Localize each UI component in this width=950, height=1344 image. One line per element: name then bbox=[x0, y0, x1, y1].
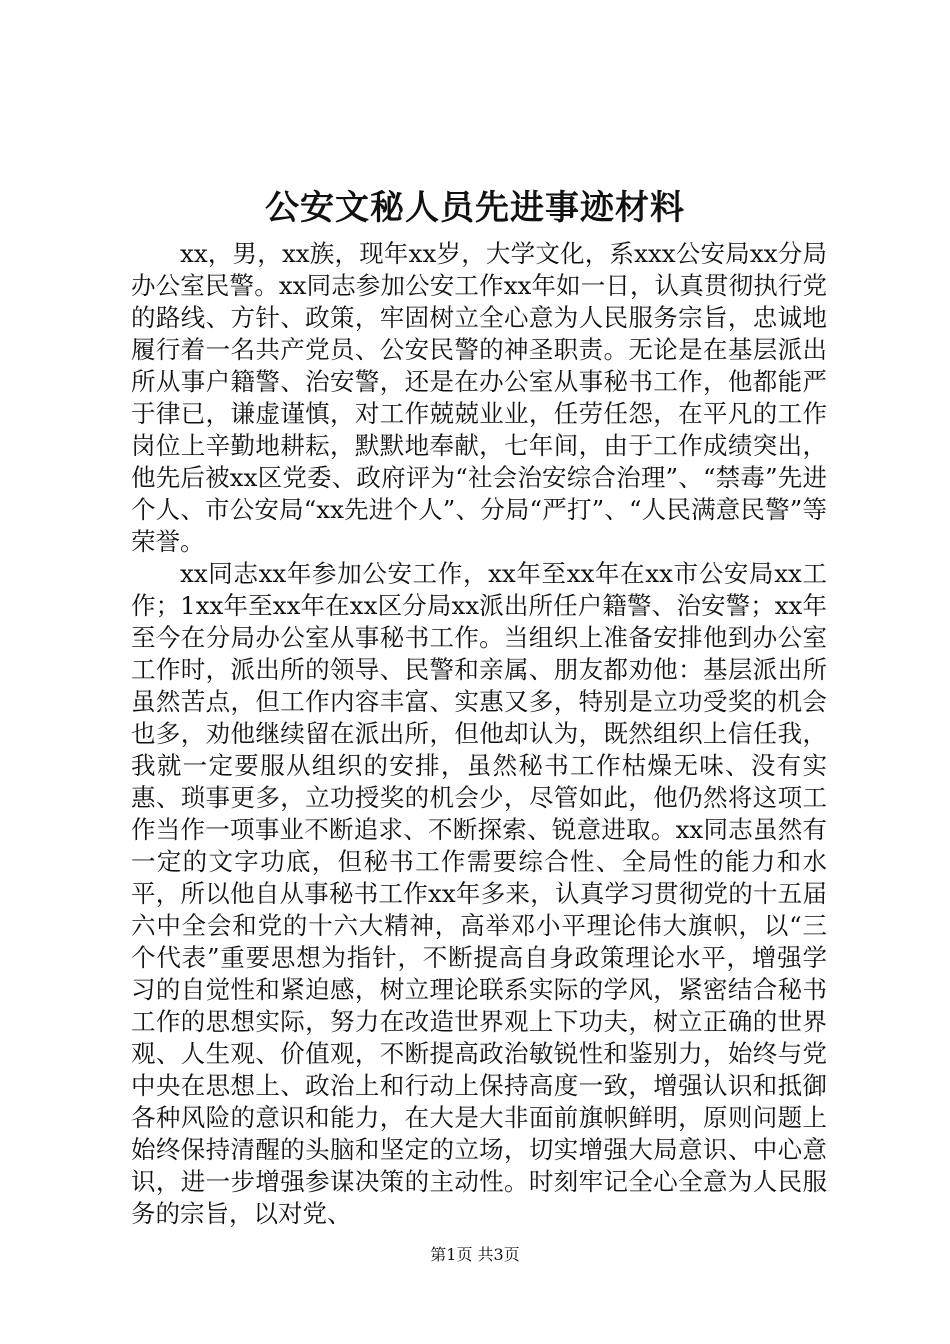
page-footer: 第1页 共3页 bbox=[430, 1245, 520, 1264]
document-title: 公安文秘人员先进事迹材料 bbox=[265, 188, 685, 228]
paragraph-1: xx，男，xx族，现年xx岁，大学文化，系xxx公安局xx分局办公室民警。xx同志参加公安工作xx年如一日，认真贯彻执行党的路线、方针、政策，牢固树立全心意为人民服务宗旨，忠诚地履行着一名共产党员、公安民警的神圣职责。无论是在基层派出所从事户籍警、治安警，还是在办公室从事秘书工作，他都能严于律已，谦虚谨慎，对工作兢兢业业，任劳任怨，在平凡的工作岗位上辛勤地耕耘，默默地奉献，七年间，由于工作成绩突出，他先后被xx区党委、政府评为“社会治安综合治理”、“禁毒”先进个人、市公安局“xx先进个人”、分局“严打”、“人民满意民警”等荣誉。 bbox=[131, 239, 827, 556]
document-body bbox=[131, 238, 827, 1230]
paragraph-2: xx同志xx年参加公安工作，xx年至xx年在xx市公安局xx工作；1xx年至xx年在xx区分局xx派出所任户籍警、治安警；xx年至今在分局办公室从事秘书工作。当组织上准备安排他到办公室工作时，派出所的领导、民警和亲属、朋友都劝他：基层派出所虽然苦点，但工作内容丰富、实惠又多，特别是立功受奖的机会也多，劝他继续留在派出所，但他却认为，既然组织上信任我，我就一定要服从组织的安排，虽然秘书工作枯燥无味、没有实惠、琐事更多，立功授奖的机会少，尽管如此，他仍然将这项工作当作一项事业不断追求、不断探索、锐意进取。xx同志虽然有一定的文字功底，但秘书工作需要综合性、全局性的能力和水平，所以他自从事秘书工作xx年多来，认真学习贯彻党的十五届六中全会和党的十六大精神，高举邓小平理论伟大旗帜，以“三个代表”重要思想为指针，不断提高自身政策理论水平，增强学习的自觉性和紧迫感，树立理论联系实际的学风，紧密结合秘书工作的思想实际，努力在改造世界观上下功夫，树立正确的世界观、人生观、价值观，不断提高政治敏锐性和鉴别力，始终与党中央在思想上、政治上和行动上保持高度一致，增强认识和抵御各种风险的意识和能力，在大是大非面前旗帜鲜明，原则问题上始终保持清醒的头脑和坚定的立场，切实增强大局意识、中心意识，进一步增强参谋决策的主动性。时刻牢记全心全意为人民服务的宗旨，以对党、 bbox=[131, 559, 827, 1228]
